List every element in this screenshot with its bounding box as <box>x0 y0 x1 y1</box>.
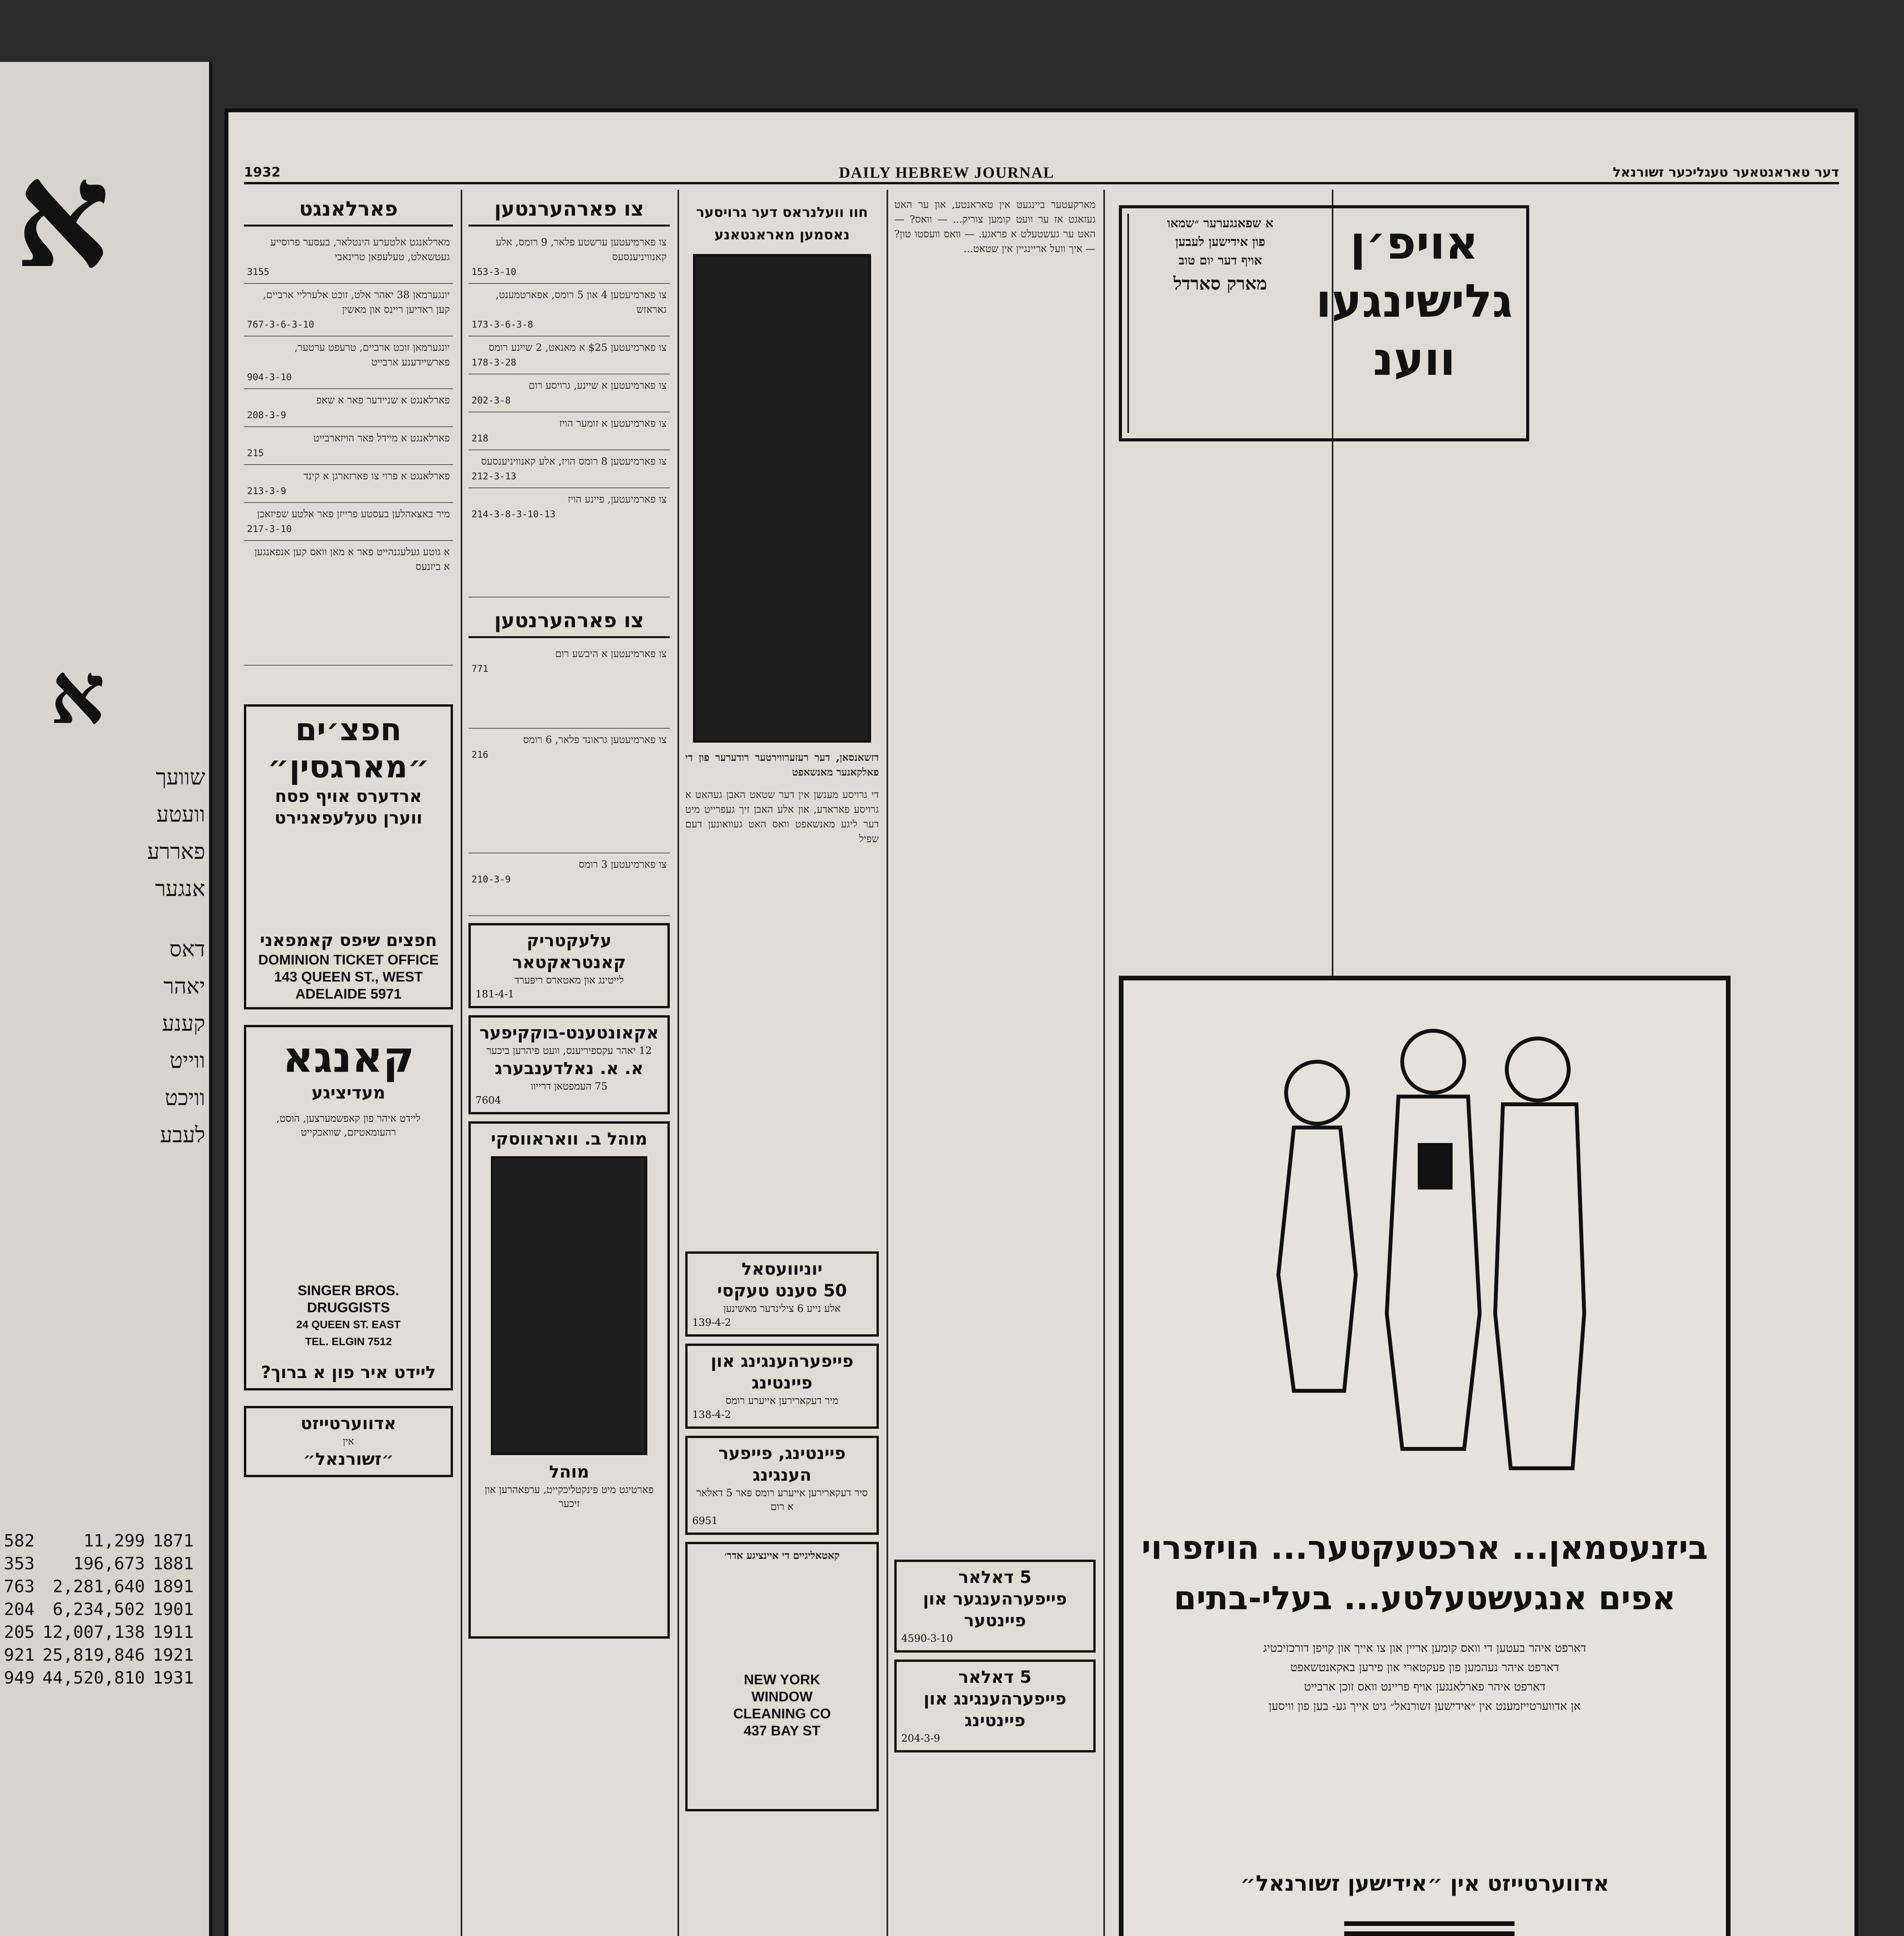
classified-ad <box>244 284 453 336</box>
classified-text: יונגערמאן זוכט ארביים, טרעפט ערטער, פארשיידענע ארבייט <box>294 342 450 368</box>
classified-code: 178-3-28 <box>472 357 516 368</box>
ad-slogan-line: ביזנעסמאן... ארכטעקטער... הויזפרוי <box>1141 1529 1708 1567</box>
classified-code: 216 <box>472 749 489 760</box>
column-divider <box>887 190 888 1936</box>
scrap-line: פאררע <box>147 839 205 864</box>
feature-title <box>1308 214 1521 433</box>
column-divider <box>678 190 679 1936</box>
mohel-ad <box>468 1121 670 1639</box>
table-cell: 205 <box>4 1622 35 1642</box>
table-cell: 6,234,502 <box>52 1600 145 1619</box>
ad-title: ״מארגסין״ <box>267 749 430 785</box>
table-cell: 1891 <box>153 1577 194 1596</box>
ad-body: סיר דעקארירען אייערע רומס פאר 5 דאלאר א רום <box>696 1487 868 1513</box>
table-cell: 12,007,138 <box>42 1622 145 1642</box>
table-cell: 582 <box>4 1531 35 1551</box>
scrap-line: אנגער <box>155 876 205 901</box>
ad-code: 204-3-9 <box>901 1733 940 1744</box>
table-cell: 1901 <box>153 1600 194 1619</box>
classified-ad <box>244 541 453 666</box>
table-cell: 921 <box>4 1645 35 1665</box>
classified-ad <box>244 389 453 427</box>
ad-title: פייפערהענגינג און פיינטינג <box>923 1689 1067 1730</box>
classified-column-rent <box>468 197 670 1639</box>
article-photo <box>693 254 871 743</box>
ad-english-phone: ADELAIDE 5971 <box>295 986 402 1002</box>
classified-code: 771 <box>472 663 489 674</box>
classified-text: צו פארמיעטען א זומער הויז <box>559 418 667 429</box>
classified-ad <box>468 729 670 853</box>
ad-english-name: WINDOW <box>751 1689 813 1704</box>
ad-body: מיר דעקארירען אייערע רומס <box>726 1395 839 1407</box>
classified-code: 215 <box>247 448 264 458</box>
ad-code: 138-4-2 <box>692 1409 731 1421</box>
ad-title: אקאונטענט-בוקקיפער <box>479 1023 659 1043</box>
taxi-ad <box>685 1251 879 1337</box>
classified-ad <box>468 488 670 597</box>
feature-title-box <box>1119 205 1529 441</box>
classified-text: פארלאנגט א פרוי צו פארזארגן א קינד <box>304 470 450 482</box>
article-body: מארקעטער ביינגעט אין טאראנטע, און ער האט געזאגט אז ער וועט קומען צוריק... — וואס? — האט ער געשטעלט א פראגע. — וואס וועסטו טון? — איך וועל אריינגיין אין שטאט... <box>894 199 1096 255</box>
section-title: צו פארהערנטען <box>468 609 670 638</box>
table-cell: 763 <box>4 1577 35 1596</box>
ad-body <box>251 829 446 930</box>
classified-ad <box>468 284 670 336</box>
classified-code: 217-3-10 <box>247 523 292 534</box>
classified-ad <box>468 450 670 488</box>
ad-code: 7604 <box>475 1095 501 1106</box>
ad-price: 5 דאלאר <box>958 1567 1032 1587</box>
classified-code: 153-3-10 <box>472 266 516 277</box>
classified-ad <box>468 374 670 412</box>
ad-footer: ליידט איר פון א ברוך? <box>261 1363 436 1382</box>
ad-address: 75 העמפטאן דרייוו <box>530 1081 608 1092</box>
ad-call-to-action: אדווערטייזט אין ״אידישען זשורנאל״ <box>1240 1871 1609 1896</box>
table-cell: 1921 <box>153 1645 194 1665</box>
article-headline: חוו וועלנראס דער גרויסער נאסמען מאראנטאנע <box>696 204 868 243</box>
kanga-medicine-ad <box>244 1025 453 1390</box>
ad-body: ליידט איהר פון קאפשמערצען, הוסט, רהעומאטיזם, שוואכקייט <box>276 1113 421 1138</box>
scrap-line: שוועך <box>156 765 205 790</box>
ad-subtitle: מוהל <box>549 1462 589 1482</box>
scrap-line: יאהר <box>163 974 205 999</box>
classified-ad <box>468 336 670 374</box>
ad-title: עלעקטריק <box>527 931 612 951</box>
classified-text: פארלאנגט א שניידער פאר א שאפ <box>316 395 450 406</box>
ad-title: קאנגא <box>282 1032 415 1082</box>
classified-code: 210-3-9 <box>472 874 511 885</box>
table-cell: 1871 <box>153 1531 194 1551</box>
ad-name: א. א. נאלדענבערג <box>494 1059 644 1078</box>
classified-ad <box>244 465 453 503</box>
classified-text: יונגערמאן 38 יאהר אלט, זוכט אלערליי ארביים, קען ראדיען ריינס און מאשין <box>263 289 450 316</box>
classified-text: מיר באצאהלען בעסטע פרייזן פאר אלטע שפיזאכן <box>257 508 450 520</box>
ad-price: 5 דאלאר <box>958 1667 1032 1687</box>
ad-title: קאטאליגיים די איינציגע אדר׳ <box>724 1550 840 1562</box>
table-row <box>0 1667 197 1689</box>
classified-text: צו פארמיעטען ערשטע פלאר, 9 רומס, אלע קאנוויניענסעס <box>496 237 667 263</box>
classified-code: 213-3-9 <box>247 486 286 496</box>
ad-title: פיינטינג, פייפער הענגינג <box>718 1443 846 1485</box>
ad-code: 181-4-1 <box>475 989 515 1000</box>
classified-text: צו פארמיעטען א שיינע, גרויסע רום <box>528 380 667 391</box>
scrap-text-lines <box>4 759 205 1154</box>
classified-ad <box>244 336 453 389</box>
table-cell: 25,819,846 <box>42 1645 145 1665</box>
classified-ad <box>468 412 670 450</box>
table-cell: 11,299 <box>83 1531 145 1551</box>
ad-slogan <box>1139 1522 1710 1623</box>
classified-text: מארלאנגט אלטערע הינטלאר, בעסער פרוסייע געטשאלט, טעלעפאן טרינאבי <box>270 237 450 263</box>
classified-text: צו פארמיעטען א היבשע רום <box>555 648 667 660</box>
portrait-photo <box>491 1156 647 1455</box>
ad-subtitle: מעדיציגע <box>311 1083 386 1103</box>
article-column <box>894 197 1096 1752</box>
ad-code: 6951 <box>692 1515 718 1527</box>
table-cell: 44,520,810 <box>42 1668 145 1688</box>
classified-text: פארלאנגט א מיידל פאר הויזארבייט <box>313 433 450 444</box>
ad-paragraphs <box>1147 1639 1703 1716</box>
ad-body: פארטיגט מיט פינקטליכקייט, ערפאהרען און זיכער <box>484 1484 654 1510</box>
ad-line: אדווערטייזט <box>300 1414 396 1433</box>
classified-code: 202-3-8 <box>472 395 511 406</box>
ad-english-address: 143 QUEEN ST., WEST <box>274 969 423 985</box>
classified-text: א גוטע געלעגנהייט פאר א מאן וואס קען אנפאנגען א ביזנעס <box>254 546 450 573</box>
paper-hanger-ad <box>894 1660 1096 1752</box>
ad-subtitle: 50 סענט טעקסי <box>717 1281 847 1301</box>
ad-subtitle: קאנטראקטאר <box>512 953 626 972</box>
table-cell: 353 <box>4 1554 35 1574</box>
classified-ad <box>244 231 453 284</box>
scrap-line: וויכט <box>165 1085 205 1110</box>
ad-english-name: DOMINION TICKET OFFICE <box>258 952 439 968</box>
column-divider <box>461 190 462 1936</box>
classified-text: צו פארמיעטען 8 רומס הויז, אלע קאנוויניענסעס <box>481 456 667 467</box>
adjacent-page-scrap <box>0 62 212 1936</box>
classified-text: צו פארמיעטען, פיינע הויז <box>568 494 667 505</box>
ad-english-address: 437 BAY ST <box>743 1723 821 1739</box>
page-header <box>244 163 1839 184</box>
table-row <box>0 1598 197 1621</box>
ad-subtitle: ווערן טעלעפאנירט <box>274 808 422 828</box>
scrap-line: לעבע <box>160 1122 205 1148</box>
classified-code: 214-3-8-3-10-13 <box>472 509 556 520</box>
classified-ad <box>468 643 670 729</box>
ad-slogan-line: אפים אנגעשטעלטע... בעלי-בתים <box>1173 1579 1676 1617</box>
classified-code: 767-3-6-3-10 <box>247 319 314 330</box>
classified-ad <box>468 231 670 284</box>
section-title: פארלאנגט <box>244 197 453 227</box>
classified-ad <box>244 503 453 541</box>
table-cell: 2,281,640 <box>52 1577 145 1596</box>
ad-code: 4590-3-10 <box>901 1633 953 1644</box>
classified-ad <box>468 853 670 916</box>
ad-paragraph: דארפט איהר פארלאנגען אויף פריינט וואס זוכן ארבייט <box>1304 1680 1545 1694</box>
table-row <box>0 1575 197 1598</box>
decorative-bars <box>1344 1921 1515 1936</box>
classified-text: צו פארמיעטען $25 א מאנאט, 2 שיינע רומס <box>489 342 667 354</box>
painting-ad <box>685 1436 879 1535</box>
ad-paragraph: אן אדווערטייזמענט אין ״אידישען זשורנאל״ גיט אייך גע- בען פון וויסען <box>1269 1699 1581 1713</box>
ad-body: לייטינג און מאטארס ריפּערד <box>514 975 624 986</box>
section-title: צו פארהערנטען <box>468 197 670 227</box>
classified-text: צו פארמיעטען גראונד פלאר, 6 רומס <box>523 734 667 746</box>
classified-column-wanted <box>244 197 453 1477</box>
table-cell: 1881 <box>153 1554 194 1574</box>
classified-code: 212-3-13 <box>472 471 516 482</box>
classified-code: 173-3-6-3-8 <box>472 319 533 330</box>
table-row <box>0 1529 197 1552</box>
classified-ad <box>244 427 453 465</box>
ad-english-name: CLEANING CO <box>733 1706 831 1721</box>
classified-code: 218 <box>472 433 489 444</box>
table-row <box>0 1552 197 1575</box>
toronto-hebrew-journal-ad <box>1119 976 1731 1936</box>
table-cell: 1931 <box>153 1668 194 1688</box>
ad-english-address: 24 QUEEN ST. EAST <box>296 1318 401 1330</box>
ticket-office-ad <box>244 704 453 1009</box>
table-row <box>0 1644 197 1667</box>
classified-code: 904-3-10 <box>247 372 292 383</box>
feature-author: מארק סארדל <box>1173 273 1267 294</box>
ad-title: חפצ׳ים <box>295 712 402 748</box>
column-divider <box>1103 190 1105 1936</box>
paper-hanger-ad <box>894 1560 1096 1653</box>
scrap-line: דאס <box>169 937 205 962</box>
electric-contractor-ad <box>468 923 670 1008</box>
newspaper-page <box>225 108 1858 1936</box>
ad-company: חפצים שיפס קאמפאני <box>260 930 437 950</box>
ad-subtitle: ארדערס אויף פסח <box>275 786 422 806</box>
table-cell: 1911 <box>153 1622 194 1642</box>
ad-title: פייפערהענגינג און פיינטינג <box>710 1351 854 1393</box>
header-masthead: DAILY HEBREW JOURNAL <box>839 163 1055 181</box>
ad-english-name: NEW YORK <box>744 1672 820 1687</box>
window-cleaning-ad <box>685 1542 879 1811</box>
feature-subtitle <box>1127 214 1308 433</box>
scrap-line: וועטע <box>156 802 205 827</box>
scrap-small-letter: א <box>50 643 105 743</box>
feature-title-line: ווענ <box>1373 332 1456 386</box>
scrap-line: ווייט <box>170 1048 205 1073</box>
table-cell: 949 <box>4 1668 35 1688</box>
ad-english-phone: TEL. ELGIN 7512 <box>305 1335 392 1347</box>
classified-text: צו פארמיעטען 3 רומס <box>578 859 667 870</box>
ad-title: מוהל ב. וואראווסקי <box>491 1129 648 1149</box>
ad-body: 12 יאהר עקספיריענס, וועט פיהרען ביכער <box>486 1045 652 1057</box>
scrap-big-letter: א <box>15 128 110 301</box>
ad-english-name: SINGER BROS. <box>297 1282 400 1298</box>
table-cell: 204 <box>4 1600 35 1619</box>
feature-title-line: אויפ׳ן <box>1350 216 1479 269</box>
ad-title: יוניוועסאל <box>741 1259 823 1279</box>
header-date: 1932 <box>244 165 281 180</box>
workers-illustration <box>1216 1004 1642 1507</box>
table-cell: 196,673 <box>73 1554 145 1574</box>
feature-subtitle-line: פון אידישען לעבען <box>1175 234 1266 249</box>
feature-subtitle-line: אויף דער יום טוב <box>1178 253 1262 268</box>
ad-english-name: DRUGGISTS <box>307 1299 390 1315</box>
ad-line: ״זשורנאל״ <box>303 1449 394 1469</box>
advertise-in-journal-box <box>244 1406 453 1477</box>
accountant-ad <box>468 1015 670 1114</box>
scrap-population-table <box>0 1529 197 1689</box>
scrap-line: קענע <box>162 1011 205 1036</box>
ad-paragraph: דארפט איהר נעהמען פון פעקטארי און פירען באקאנטשאפט <box>1290 1661 1559 1674</box>
classified-code: 208-3-9 <box>247 410 286 420</box>
ad-code: 139-4-2 <box>692 1317 731 1328</box>
classified-code: 3155 <box>247 266 269 277</box>
header-hebrew-title: דער טאראנטאער טעגליכער זשורנאל <box>1612 165 1839 180</box>
ad-body: אלע נייע 6 צילינדער מאשינען <box>723 1303 841 1315</box>
feature-subtitle-line: א שפאנגערער ״שמאו <box>1167 216 1274 230</box>
photo-caption: דזשאנסאן, דער רעזערווירטער רודערער פון די פאלקאנער מאנשאפט <box>685 752 879 778</box>
classified-text: צו פארמיעטען 4 און 5 רומס, אפארטמענט, גאראזש <box>496 289 667 316</box>
ad-title: פייפערהענגער און פיינטער <box>923 1589 1067 1630</box>
article-body: די גרויסע מענשן אין דער שטאט האבן געהאט א גרויסע פאראדע, און אלע האבן זיך געפרייט מיט דער ליגע מאנשאפט וואס האט געוואונען דעם שפיל <box>685 789 879 845</box>
painting-ad <box>685 1344 879 1429</box>
ad-line: אין <box>343 1436 354 1447</box>
article-column-sports <box>685 197 879 1811</box>
table-row <box>0 1621 197 1644</box>
ad-paragraph: דארפט איהר בעטען די וואס קומען אריין און צו אייך און קויפן דורכזיכטיג <box>1263 1641 1587 1655</box>
feature-title-line: גלישינגעו <box>1316 274 1513 328</box>
